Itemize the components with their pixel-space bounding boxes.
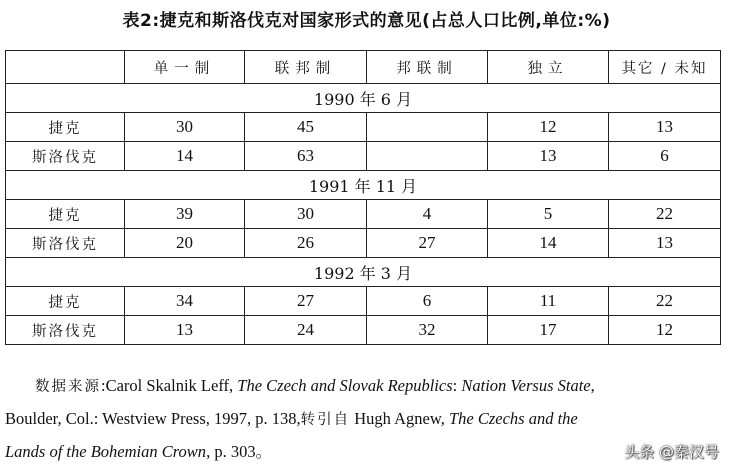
watermark: 头条 @秦汉号 (624, 443, 719, 461)
value-cell-unitary: 20 (125, 229, 245, 258)
survey-table (5, 50, 721, 345)
table-header-row (6, 51, 721, 84)
source-title-2b: Lands of the Bohemian Crown (5, 442, 207, 461)
table-row (6, 200, 721, 229)
table-row (6, 113, 721, 142)
value-cell-confederal (367, 113, 488, 142)
value-cell-confederal: 27 (367, 229, 488, 258)
value-cell-independence: 17 (488, 316, 609, 345)
value-cell-other: 13 (609, 229, 721, 258)
value-cell-federal: 45 (245, 113, 367, 142)
value-cell-other: 12 (609, 316, 721, 345)
region-cell: 斯洛伐克 (6, 142, 125, 171)
column-header-independence: 独立 (488, 51, 609, 84)
region-cell: 斯洛伐克 (6, 316, 125, 345)
source-title-2a: The Czechs and the (448, 409, 578, 428)
value-cell-confederal: 4 (367, 200, 488, 229)
source-author-2: Hugh Agnew, (350, 409, 449, 428)
column-header-other: 其它 / 未知 (609, 51, 721, 84)
value-cell-independence: 12 (488, 113, 609, 142)
region-cell: 捷克 (6, 200, 125, 229)
value-cell-unitary: 30 (125, 113, 245, 142)
source-citation (5, 370, 727, 467)
value-cell-federal: 27 (245, 287, 367, 316)
source-label: 数据来源 (35, 379, 101, 395)
region-cell: 斯洛伐克 (6, 229, 125, 258)
value-cell-unitary: 13 (125, 316, 245, 345)
value-cell-unitary: 34 (125, 287, 245, 316)
value-cell-independence: 14 (488, 229, 609, 258)
source-publisher: Boulder, Col.: Westview Press, 1997, p. 138, (5, 409, 301, 428)
value-cell-federal: 63 (245, 142, 367, 171)
value-cell-confederal (367, 142, 488, 171)
year-row (6, 84, 721, 113)
value-cell-federal: 30 (245, 200, 367, 229)
year-row (6, 258, 721, 287)
value-cell-other: 22 (609, 200, 721, 229)
value-cell-confederal: 6 (367, 287, 488, 316)
value-cell-other: 13 (609, 113, 721, 142)
value-cell-independence: 5 (488, 200, 609, 229)
value-cell-federal: 26 (245, 229, 367, 258)
source-author-1: :Carol Skalnik Leff, (101, 376, 238, 395)
region-cell: 捷克 (6, 113, 125, 142)
table-row (6, 229, 721, 258)
table-row (6, 316, 721, 345)
table-title: 表2:捷克和斯洛伐克对国家形式的意见(占总人口比例,单位:%) (122, 11, 611, 31)
source-colon: : (452, 376, 462, 395)
source-title-1: The Czech and Slovak Republics (237, 376, 453, 395)
column-header-blank (6, 51, 125, 84)
value-cell-other: 6 (609, 142, 721, 171)
value-cell-unitary: 14 (125, 142, 245, 171)
source-tail-2: , p. 303。 (206, 442, 273, 461)
year-row (6, 171, 721, 200)
value-cell-confederal: 32 (367, 316, 488, 345)
value-cell-unitary: 39 (125, 200, 245, 229)
year-label: 1992 年 3 月 (6, 258, 721, 287)
value-cell-independence: 11 (488, 287, 609, 316)
source-tail-1: , (590, 376, 595, 395)
table-row (6, 287, 721, 316)
source-cite-cn: 转引自 (300, 412, 351, 428)
value-cell-independence: 13 (488, 142, 609, 171)
year-label: 1991 年 11 月 (6, 171, 721, 200)
region-cell: 捷克 (6, 287, 125, 316)
source-title-1b: Nation Versus State (461, 376, 591, 395)
year-label: 1990 年 6 月 (6, 84, 721, 113)
column-header-federal: 联邦制 (245, 51, 367, 84)
column-header-confederal: 邦联制 (367, 51, 488, 84)
table-row (6, 142, 721, 171)
column-header-unitary: 单一制 (125, 51, 245, 84)
survey-table-body (6, 51, 721, 345)
value-cell-federal: 24 (245, 316, 367, 345)
value-cell-other: 22 (609, 287, 721, 316)
